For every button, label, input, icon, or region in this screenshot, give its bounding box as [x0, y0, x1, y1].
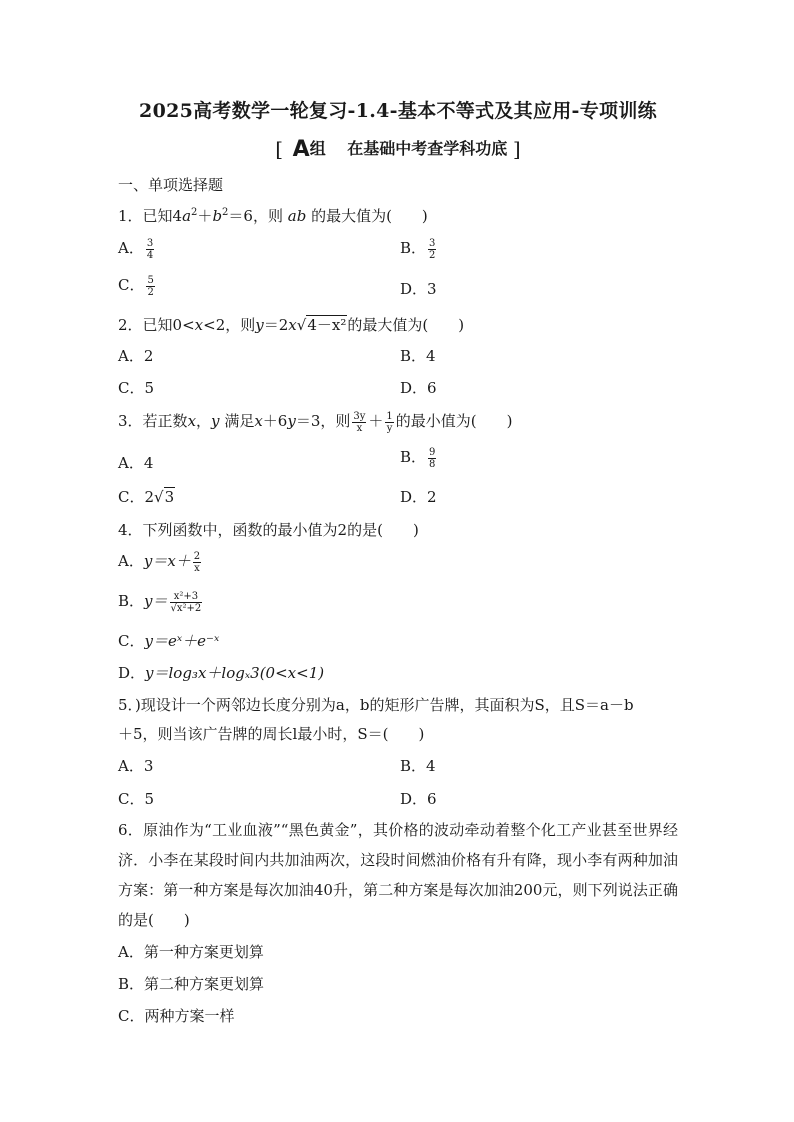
- q1-option-a: A． $\frac{3}{4}$: [118, 237, 154, 261]
- document-page: [118, 0, 678, 1122]
- question-6: 6．原油作为“工业血液”“黑色黄金”，其价格的波动牵动着整个化工产业甚至世界经济．小李在某段时间内共加油两次，这段时间燃油价格有升有降，现小李有两种加油方案：第一种方案是每次加油40升，第二种方案是每次加油200元，则下列说法正确的是( ): [118, 821, 678, 929]
- q3-option-d: D．2: [400, 488, 437, 506]
- q5-option-c: C．5: [118, 790, 155, 808]
- q2-option-b: B．4: [400, 347, 436, 365]
- question-5-line2: ＋5，则当该广告牌的周长l最小时，S＝( ): [118, 725, 425, 743]
- question-3: 3．若正数x，y 满足x＋6y＝3，则 $\frac{3y}{x}$ ＋ $\frac{1}{y}$ 的最小值为( ): [118, 410, 513, 434]
- page-title: 2025高考数学一轮复习-1.4-基本不等式及其应用-专项训练: [139, 100, 657, 122]
- subtitle-phrase: 在基础中考查学科功底: [347, 139, 508, 158]
- q1-option-b: B． $\frac{3}{2}$: [400, 237, 436, 261]
- q5-option-b: B．4: [400, 757, 436, 775]
- q6-option-c: C．两种方案一样: [118, 1007, 235, 1025]
- question-5-line1: 5．)现设计一个两邻边长度分别为a，b的矩形广告牌，其面积为S，且S＝a－b: [118, 696, 634, 714]
- q4-option-a: A．y＝x＋ $\frac{2}{x}$: [118, 550, 201, 574]
- q5-option-a: A．3: [118, 757, 154, 775]
- bracket-right: ]: [512, 137, 521, 161]
- group-label: 组: [309, 139, 326, 158]
- q2-option-d: D．6: [400, 379, 437, 397]
- q1-option-c: C． $\frac{5}{2}$: [118, 274, 154, 298]
- q4-option-c: C．y＝eˣ＋e⁻ˣ: [118, 632, 220, 650]
- q6-option-b: B．第二种方案更划算: [118, 975, 265, 993]
- section-heading: 一、单项选择题: [118, 176, 224, 194]
- q1-option-d: D．3: [400, 280, 437, 298]
- q2-option-a: A．2: [118, 347, 154, 365]
- q3-option-b: B． $\frac{9}{8}$: [400, 446, 436, 470]
- q6-option-a: A．第一种方案更划算: [118, 943, 264, 961]
- q4-option-b: B．y＝ $\frac{\text{x²+3}}{\text{√x²+2}}$: [118, 590, 202, 614]
- q4-option-d: D．y＝log₃x＋logₓ3(0<x<1): [118, 664, 325, 682]
- q3-option-c: C．2√3: [118, 488, 175, 506]
- section-subtitle: [118, 136, 678, 162]
- question-4: 4．下列函数中，函数的最小值为2的是( ): [118, 521, 419, 539]
- bracket-left: [: [275, 137, 284, 161]
- group-letter: A: [292, 137, 310, 162]
- question-1: 1．已知$4a^2+b^2=6$，则 ab 的最大值为( ): [118, 207, 428, 225]
- q5-option-d: D．6: [400, 790, 437, 808]
- question-2: 2．已知0<x<2，则y＝2x√4－x²的最大值为( ): [118, 316, 465, 334]
- q2-option-c: C．5: [118, 379, 155, 397]
- q3-option-a: A．4: [118, 454, 154, 472]
